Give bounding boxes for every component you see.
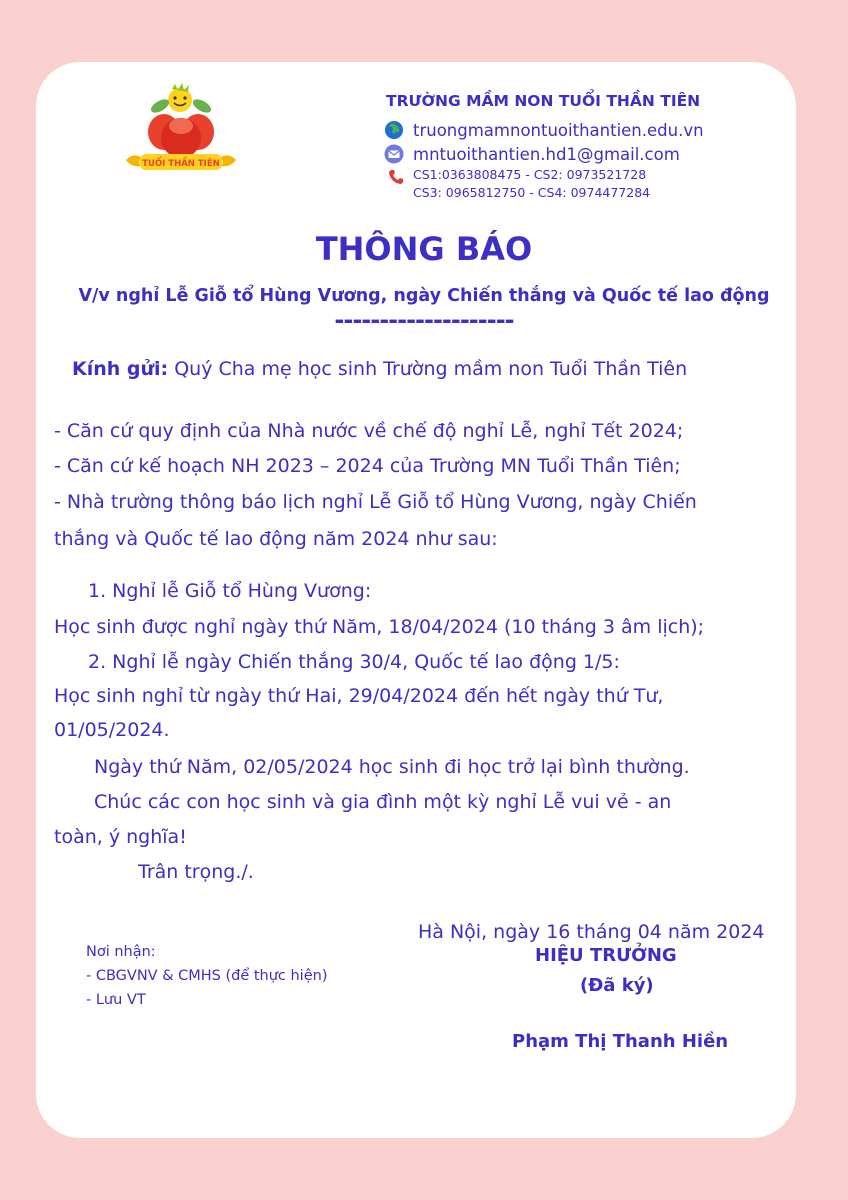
item-1-text: Học sinh được nghỉ ngày thứ Năm, 18/04/2024 (10 tháng 3 âm lịch);	[54, 616, 705, 638]
email-row	[384, 144, 680, 164]
email-link[interactable]: mntuoithantien.hd1@gmail.com	[413, 144, 680, 164]
phone-row	[388, 166, 650, 202]
item-1-title: 1. Nghỉ lễ Giỗ tổ Hùng Vương:	[88, 580, 372, 602]
basis-line-3b: thắng và Quốc tế lao động năm 2024 như sau:	[54, 528, 498, 550]
recipient-1: - CBGVNV & CMHS (để thực hiện)	[86, 968, 328, 984]
item-2-text-a: Học sinh nghỉ từ ngày thứ Hai, 29/04/2024 đến hết ngày thứ Tư,	[54, 685, 664, 707]
website-link[interactable]: truongmamnontuoithantien.edu.vn	[413, 120, 704, 140]
item-2-text-b: 01/05/2024.	[54, 719, 170, 741]
wish-text-a: Chúc các con học sinh và gia đình một kỳ nghỉ Lễ vui vẻ - an	[94, 791, 672, 813]
signer-name: Phạm Thị Thanh Hiền	[512, 1031, 729, 1052]
phone-line-2: CS3: 0965812750 - CS4: 0974477284	[413, 185, 651, 200]
basis-line-2: - Căn cứ kế hoạch NH 2023 – 2024 của Trường MN Tuổi Thần Tiên;	[54, 455, 681, 477]
website-row	[384, 120, 704, 140]
title-divider: --------------------	[334, 306, 514, 334]
school-name: TRƯỜNG MẦM NON TUỔI THẦN TIÊN	[386, 92, 701, 110]
notice-title: THÔNG BÁO	[315, 230, 533, 268]
globe-icon	[384, 120, 404, 140]
return-text: Ngày thứ Năm, 02/05/2024 học sinh đi học trở lại bình thường.	[94, 756, 690, 778]
school-logo-graphic	[120, 82, 242, 186]
signer-position: HIỆU TRƯỞNG	[535, 945, 677, 966]
recipients-label: Nơi nhận:	[86, 944, 156, 960]
regards-text: Trân trọng./.	[138, 861, 254, 883]
greeting	[72, 358, 687, 380]
basis-line-3a: - Nhà trường thông báo lịch nghỉ Lễ Giỗ tổ Hùng Vương, ngày Chiến	[54, 491, 697, 513]
date-line: Hà Nội, ngày 16 tháng 04 năm 2024	[418, 921, 765, 943]
item-2-title: 2. Nghỉ lễ ngày Chiến thắng 30/4, Quốc tế lao động 1/5:	[88, 651, 620, 673]
notice-subtitle: V/v nghỉ Lễ Giỗ tổ Hùng Vương, ngày Chiến thắng và Quốc tế lao động	[78, 286, 770, 306]
phone-icon	[388, 169, 404, 185]
recipient-2: - Lưu VT	[86, 992, 146, 1008]
greeting-label: Kính gửi:	[72, 358, 169, 380]
greeting-text: Quý Cha mẹ học sinh Trường mầm non Tuổi Thần Tiên	[168, 358, 688, 380]
logo-text: TUỔI THẦN TIÊN	[142, 159, 220, 169]
phone-line-1: CS1:0363808475 - CS2: 0973521728	[413, 167, 647, 182]
mail-icon	[384, 144, 404, 164]
signed-note: (Đã ký)	[580, 975, 654, 996]
wish-text-b: toàn, ý nghĩa!	[54, 826, 187, 848]
school-logo	[120, 82, 242, 186]
basis-line-1: - Căn cứ quy định của Nhà nước về chế độ nghỉ Lễ, nghỉ Tết 2024;	[54, 420, 684, 442]
phone-numbers	[413, 166, 650, 202]
